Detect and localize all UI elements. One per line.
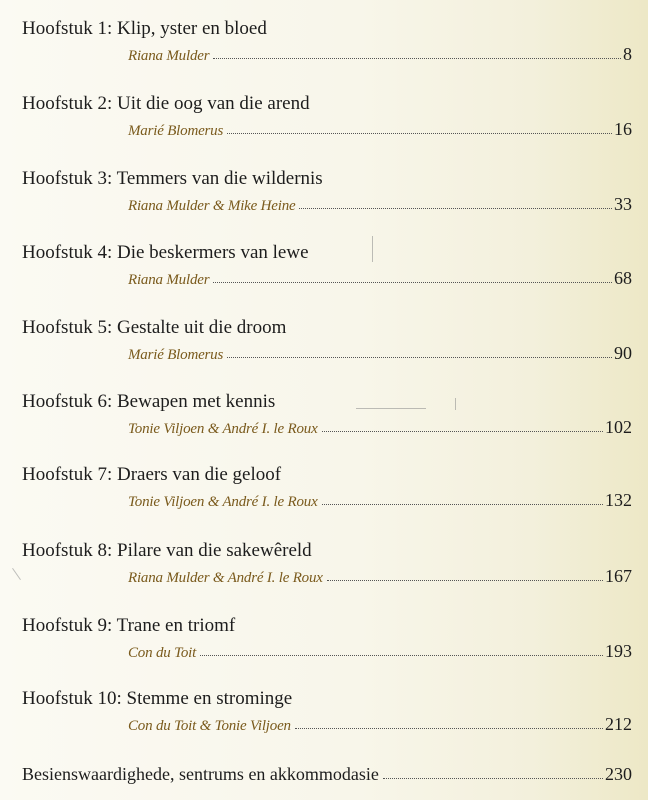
chapter-author: Con du Toit: [128, 645, 197, 661]
final-entry-title: Besienswaardighede, sentrums en akkommodasie: [22, 764, 379, 784]
chapter-author: Tonie Viljoen & André I. le Roux: [128, 494, 318, 510]
scan-mark: [372, 236, 373, 262]
chapter-author: Riana Mulder & Mike Heine: [128, 198, 296, 214]
page-number: 90: [614, 343, 632, 363]
chapter-title: Hoofstuk 4: Die beskermers van lewe: [22, 242, 309, 263]
chapter-author: Riana Mulder: [128, 272, 210, 288]
chapter-author: Riana Mulder: [128, 48, 210, 64]
chapter-title: Hoofstuk 7: Draers van die geloof: [22, 464, 282, 485]
page-number: 8: [623, 44, 632, 64]
dot-leader: [299, 194, 612, 209]
dot-leader: [295, 714, 603, 729]
page-number: 33: [614, 194, 632, 214]
author-line: [128, 343, 632, 365]
author-line: [128, 119, 632, 141]
chapter-author: Marié Blomerus: [128, 123, 224, 139]
chapter-title: Hoofstuk 1: Klip, yster en bloed: [22, 18, 267, 39]
dot-leader: [227, 343, 612, 358]
author-line: [128, 417, 632, 439]
chapter-title: Hoofstuk 9: Trane en triomf: [22, 615, 236, 636]
chapter-title: Hoofstuk 3: Temmers van die wildernis: [22, 168, 323, 189]
page-number: 132: [605, 490, 632, 510]
dot-leader: [327, 566, 603, 581]
chapter-title: Hoofstuk 6: Bewapen met kennis: [22, 391, 276, 412]
dot-leader: [227, 119, 612, 134]
scan-mark: [455, 398, 456, 410]
author-line: [128, 268, 632, 290]
page-number: 167: [605, 566, 632, 586]
toc-entry: [22, 539, 632, 588]
toc-entry: [22, 687, 632, 736]
page-number: 193: [605, 641, 632, 661]
author-line: [128, 44, 632, 66]
toc-entry: [22, 463, 632, 512]
author-line: [128, 490, 632, 512]
toc-entry: [22, 167, 632, 216]
scan-mark: [12, 568, 21, 580]
chapter-title: Hoofstuk 2: Uit die oog van die arend: [22, 93, 310, 114]
dot-leader: [200, 641, 603, 656]
toc-entry: [22, 241, 632, 290]
dot-leader: [383, 762, 603, 779]
toc-entry: [22, 614, 632, 663]
author-line: [128, 194, 632, 216]
toc-entry: [22, 316, 632, 365]
page-number: 230: [605, 764, 632, 784]
toc-entry: [22, 92, 632, 141]
toc-entry: [22, 390, 632, 439]
page-number: 16: [614, 119, 632, 139]
chapter-author: Tonie Viljoen & André I. le Roux: [128, 421, 318, 437]
author-line: [128, 641, 632, 663]
page-number: 68: [614, 268, 632, 288]
chapter-title: Hoofstuk 8: Pilare van die sakewêreld: [22, 540, 312, 561]
dot-leader: [213, 268, 612, 283]
dot-leader: [322, 490, 603, 505]
page-number: 102: [605, 417, 632, 437]
dot-leader: [322, 417, 603, 432]
dot-leader: [213, 44, 621, 59]
author-line: [128, 566, 632, 588]
chapter-author: Riana Mulder & André I. le Roux: [128, 570, 323, 586]
chapter-author: Marié Blomerus: [128, 347, 224, 363]
toc-entry: [22, 17, 632, 66]
author-line: [128, 714, 632, 736]
toc-final-entry: [22, 762, 632, 786]
chapter-title: Hoofstuk 10: Stemme en strominge: [22, 688, 293, 709]
scan-mark: [356, 408, 426, 409]
chapter-author: Con du Toit & Tonie Viljoen: [128, 718, 291, 734]
chapter-title: Hoofstuk 5: Gestalte uit die droom: [22, 317, 287, 338]
page-number: 212: [605, 714, 632, 734]
